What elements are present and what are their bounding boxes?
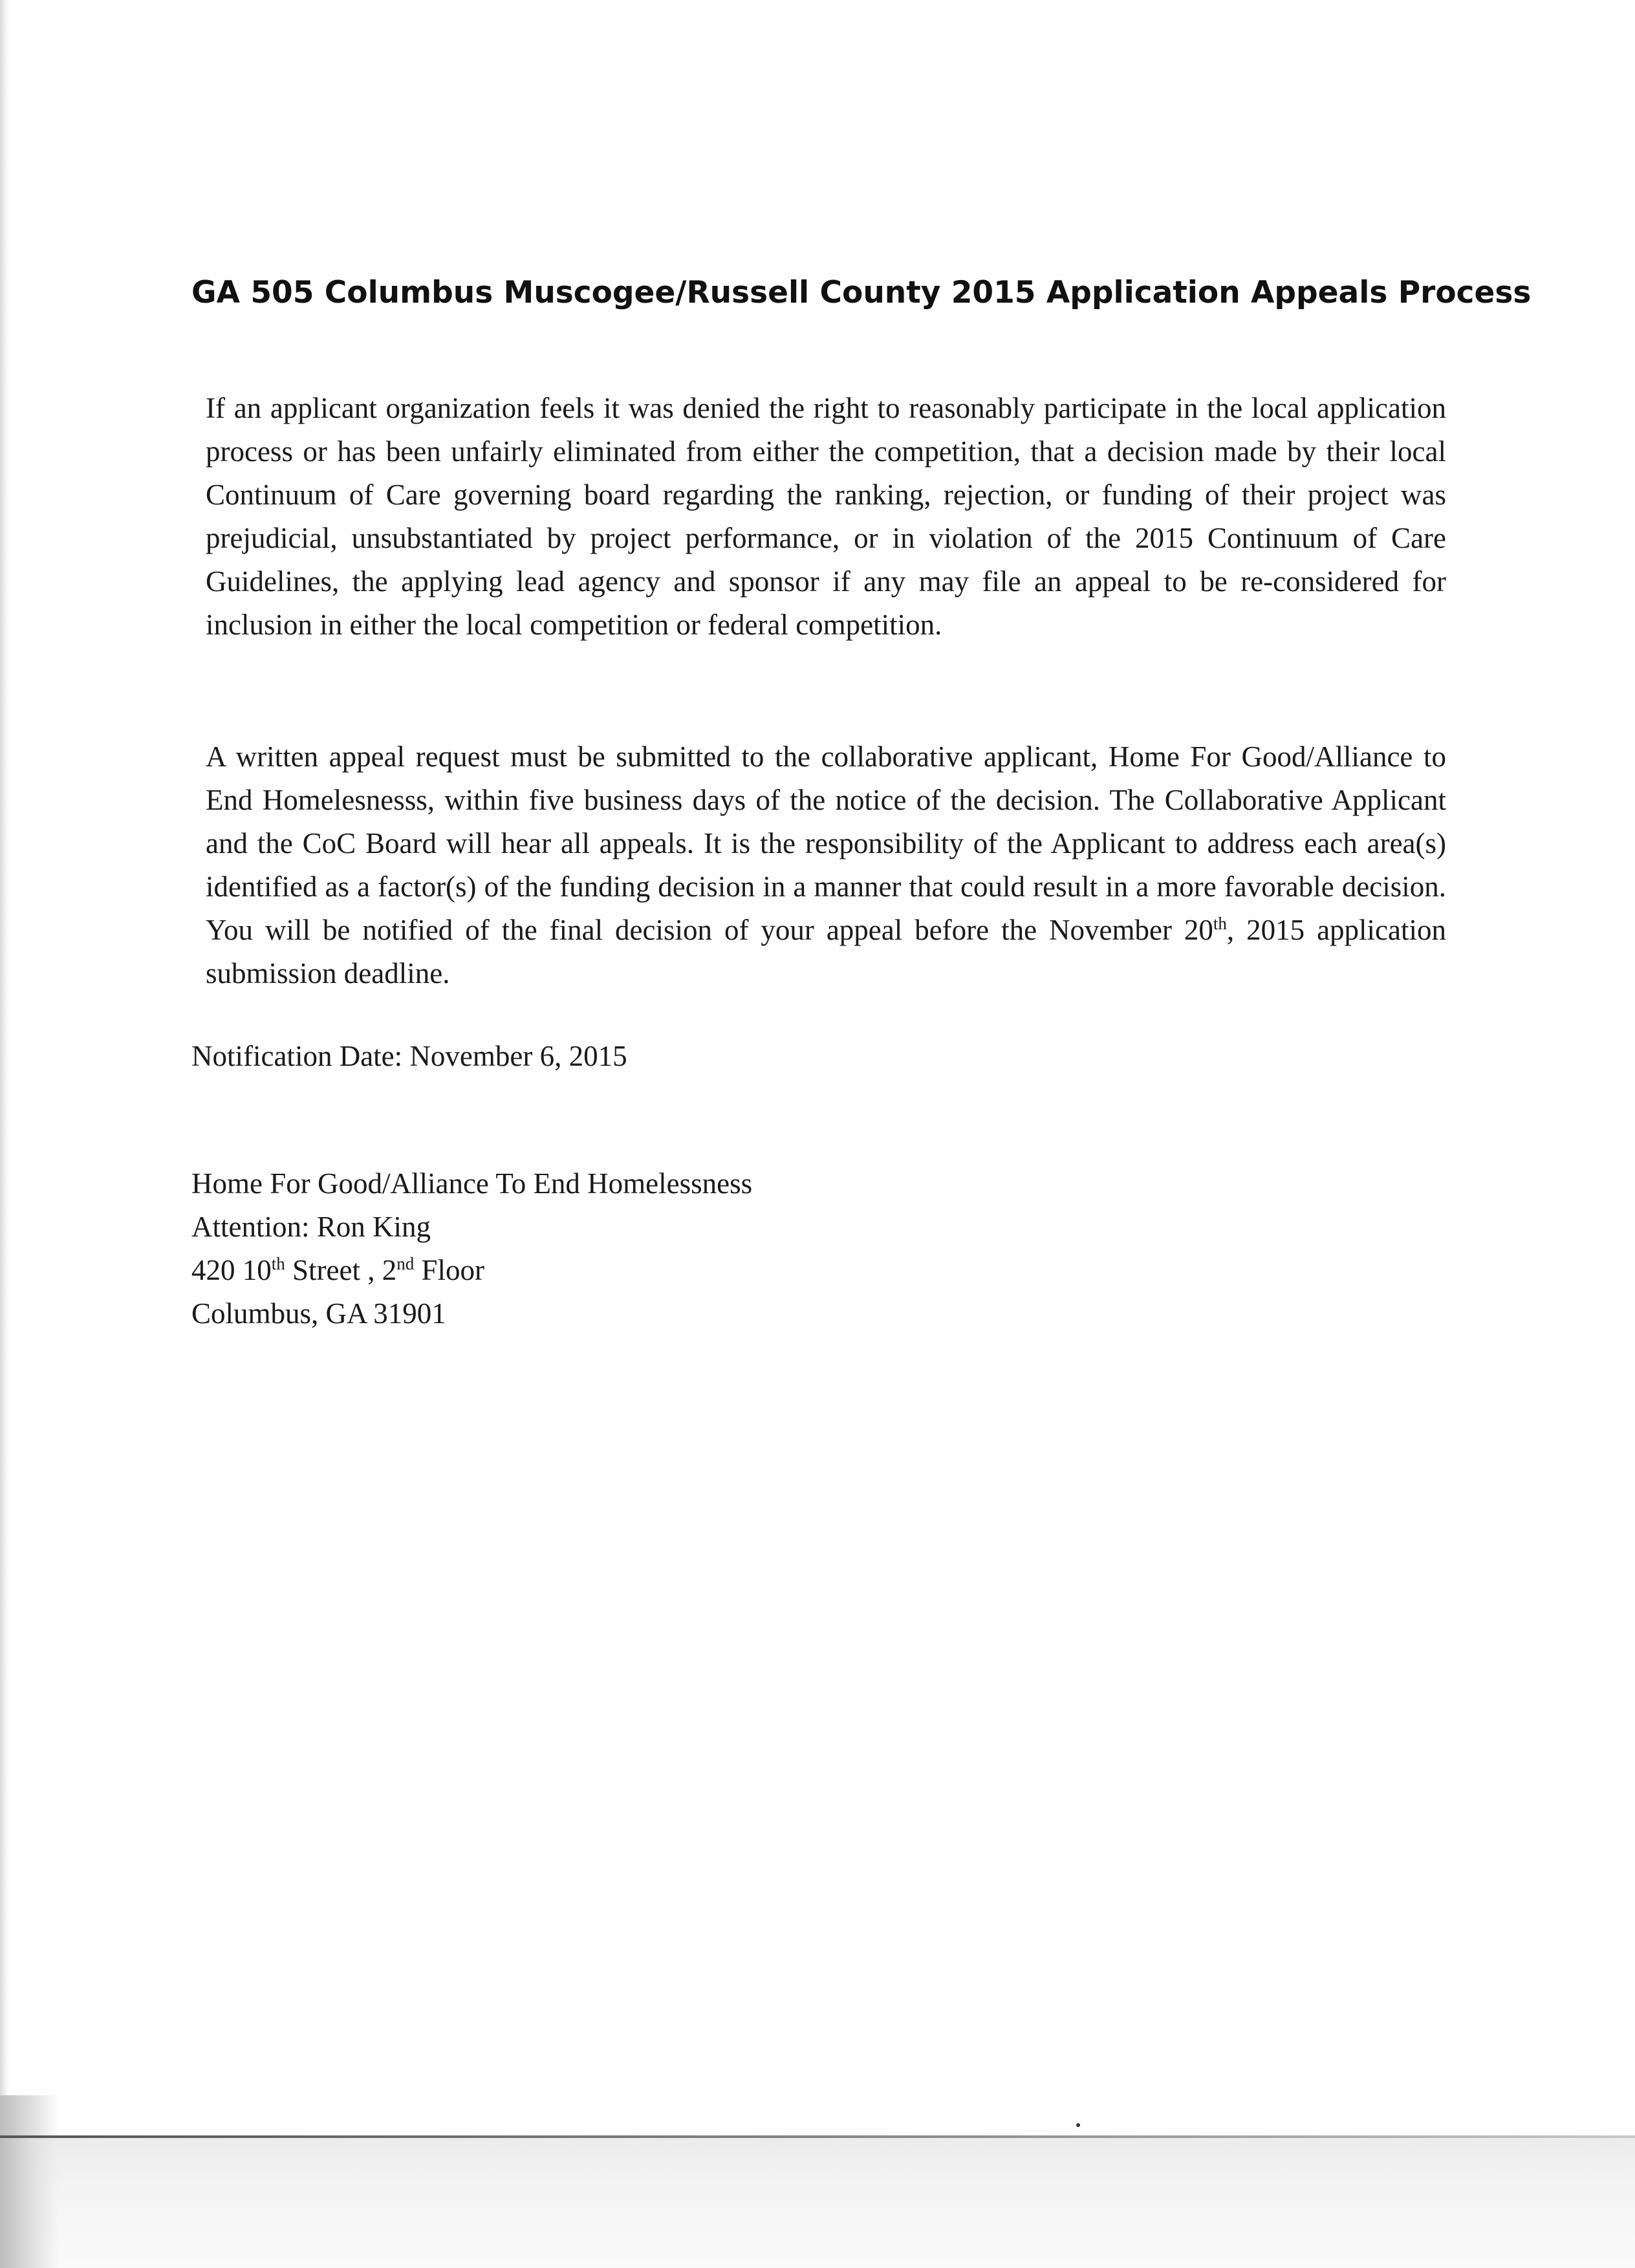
paragraph-appeal-request xyxy=(206,735,1446,995)
scan-bottom-edge-line xyxy=(0,2135,1635,2138)
floor-label: Floor xyxy=(414,1254,484,1286)
notification-date: Notification Date: November 6, 2015 xyxy=(191,1040,627,1072)
paragraph-appeal-text-end: , 2015 application submission deadline. xyxy=(206,914,1446,989)
street-ordinal: th xyxy=(271,1254,285,1273)
address-city: Columbus, GA 31901 xyxy=(191,1297,446,1330)
scan-bottom-shadow xyxy=(0,2138,1635,2268)
ordinal-superscript: th xyxy=(1213,914,1227,933)
street-number: 420 10 xyxy=(191,1254,272,1286)
scan-bottom-corner-shadow xyxy=(0,2095,58,2268)
street-name: Street , 2 xyxy=(285,1254,397,1286)
floor-ordinal: nd xyxy=(396,1254,415,1273)
document-title: GA 505 Columbus Muscogee/Russell County 2015 Application Appeals Process xyxy=(191,275,1532,310)
address-organization: Home For Good/Alliance To End Homelessness xyxy=(191,1167,753,1200)
address-attention: Attention: Ron King xyxy=(191,1211,431,1243)
scan-left-edge-shadow xyxy=(0,0,9,2268)
address-street xyxy=(191,1249,484,1292)
paragraph-appeal-text: A written appeal request must be submitted to the collaborative applicant, Home For Good/Alliance to End Homelesnesss, within five business days of the notice of the decision. The Collaborative Applicant and the CoC Board will hear all appeals. It is the responsibility of the Applicant to address each area(s) identified as a factor(s) of the funding decision in a manner that could result in a more favorable decision. You will be notified of the final decision of your appeal before the November 20 xyxy=(206,740,1446,946)
paragraph-eligibility: If an applicant organization feels it was denied the right to reasonably participate in the local application process or has been unfairly eliminated from either the competition, that a decision made by their local Continuum of Care governing board regarding the ranking, rejection, or funding of their project was prejudicial, unsubstantiated by project performance, or in violation of the 2015 Continuum of Care Guidelines, the applying lead agency and sponsor if any may file an appeal to be re-considered for inclusion in either the local competition or federal competition. xyxy=(206,392,1446,641)
scan-speck xyxy=(1076,2123,1080,2127)
